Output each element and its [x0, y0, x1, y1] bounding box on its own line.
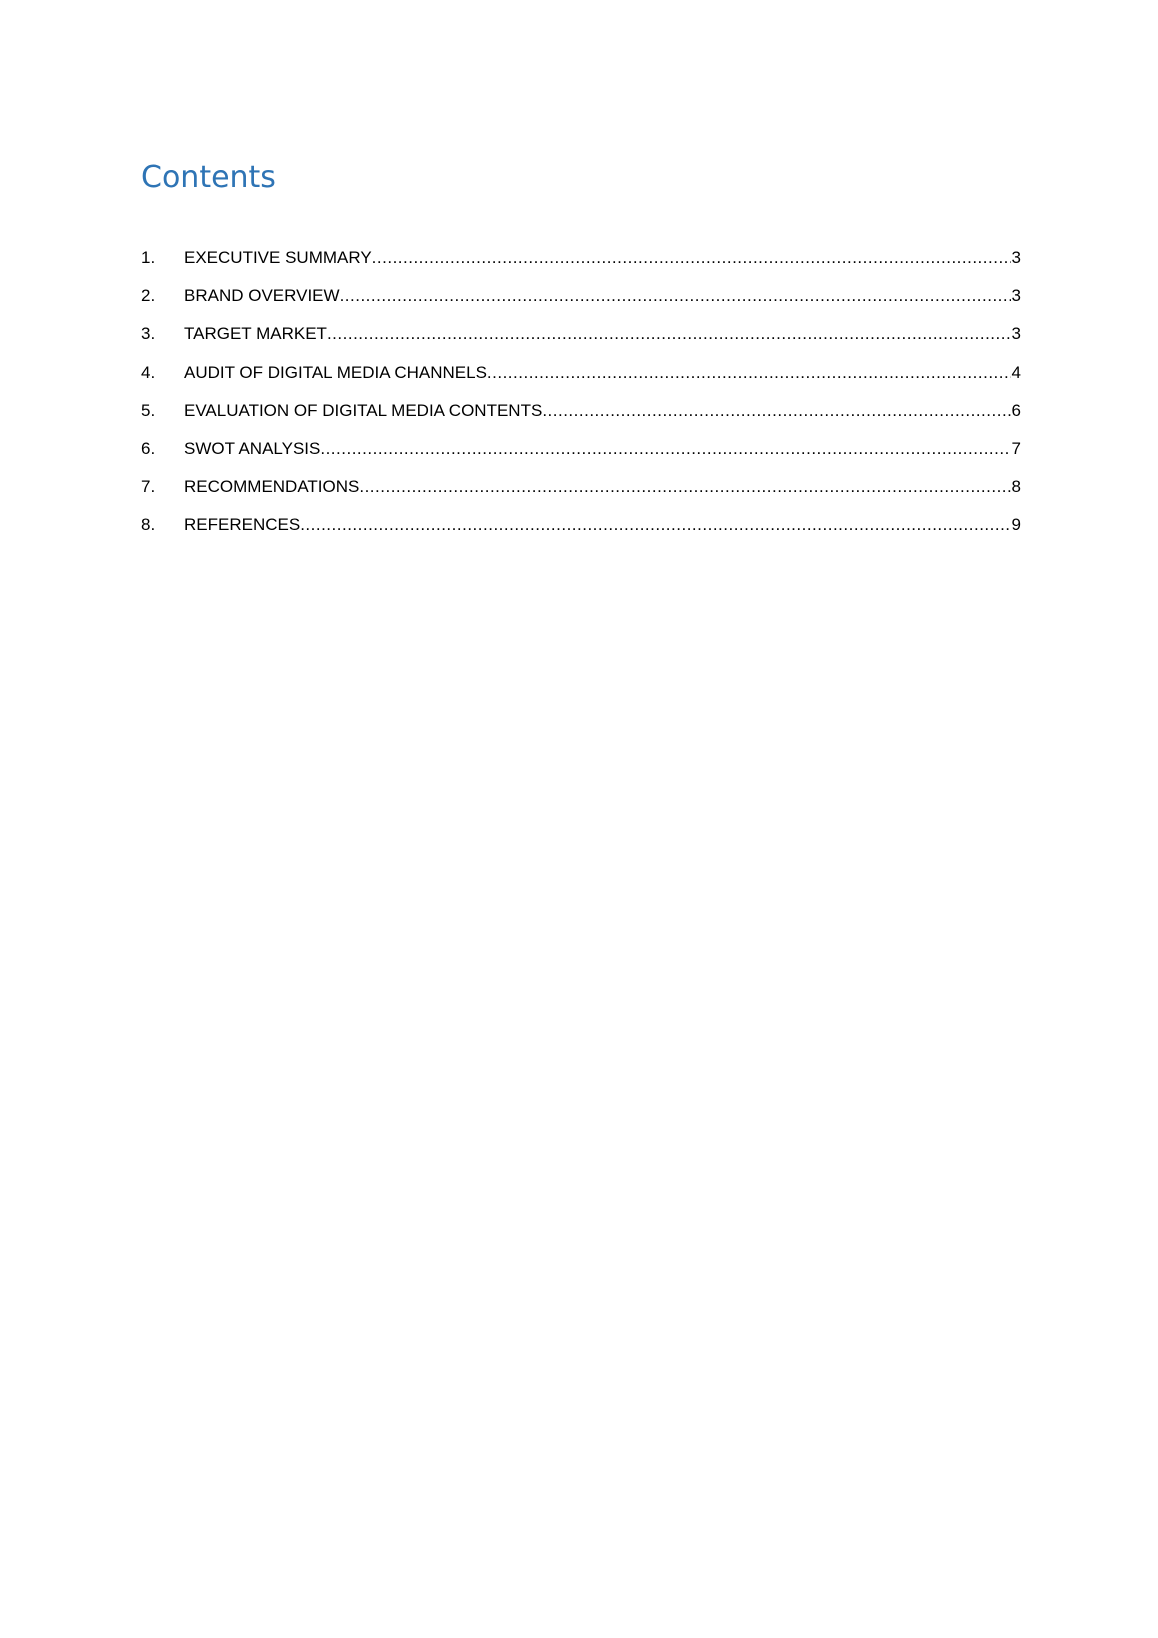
- toc-entry-title: BRAND OVERVIEW: [184, 286, 340, 306]
- toc-dot-leader: [372, 247, 1011, 269]
- toc-entry-page: 6: [1011, 400, 1021, 420]
- toc-entry-recommendations[interactable]: [141, 476, 1021, 514]
- toc-entry-number: 8.: [141, 515, 156, 535]
- toc-entry-target-market[interactable]: [141, 323, 1021, 361]
- toc-heading: Contents: [141, 160, 276, 195]
- toc-entry-number: 3.: [141, 324, 156, 344]
- toc-entry-number: 6.: [141, 438, 156, 458]
- toc-entry-number: 1.: [141, 248, 156, 267]
- toc-dot-leader: [359, 476, 1010, 498]
- table-of-contents: [141, 247, 1021, 553]
- toc-entry-page: 8: [1011, 477, 1021, 497]
- toc-entry-page: 3: [1011, 248, 1021, 267]
- toc-entry-title: SWOT ANALYSIS: [184, 438, 321, 458]
- toc-entry-title: REFERENCES: [184, 515, 301, 535]
- toc-entry-number: 4.: [141, 362, 156, 382]
- toc-entry-references[interactable]: [141, 514, 1021, 552]
- toc-entry-evaluation-digital-media-contents[interactable]: [141, 400, 1021, 438]
- toc-entry-swot-analysis[interactable]: [141, 438, 1021, 476]
- toc-dot-leader: [300, 514, 1010, 536]
- toc-entry-page: 7: [1011, 438, 1021, 458]
- toc-dot-leader: [542, 400, 1010, 422]
- toc-entry-audit-digital-media-channels[interactable]: [141, 362, 1021, 400]
- toc-dot-leader: [327, 323, 1011, 345]
- toc-entry-title: AUDIT OF DIGITAL MEDIA CHANNELS: [184, 362, 487, 382]
- toc-entry-executive-summary[interactable]: [141, 247, 1021, 285]
- toc-entry-number: 5.: [141, 400, 156, 420]
- toc-dot-leader: [340, 285, 1011, 307]
- toc-entry-number: 2.: [141, 286, 156, 306]
- toc-entry-title: EXECUTIVE SUMMARY: [184, 248, 372, 267]
- toc-entry-page: 4: [1011, 362, 1021, 382]
- toc-entry-title: RECOMMENDATIONS: [184, 477, 360, 497]
- toc-dot-leader: [320, 438, 1010, 460]
- toc-entry-title: EVALUATION OF DIGITAL MEDIA CONTENTS: [184, 400, 543, 420]
- toc-entry-page: 9: [1011, 515, 1021, 535]
- toc-entry-brand-overview[interactable]: [141, 285, 1021, 323]
- toc-entry-number: 7.: [141, 477, 156, 497]
- toc-entry-title: TARGET MARKET: [184, 324, 327, 344]
- toc-entry-page: 3: [1011, 324, 1021, 344]
- toc-entry-page: 3: [1011, 286, 1021, 306]
- toc-dot-leader: [487, 362, 1011, 384]
